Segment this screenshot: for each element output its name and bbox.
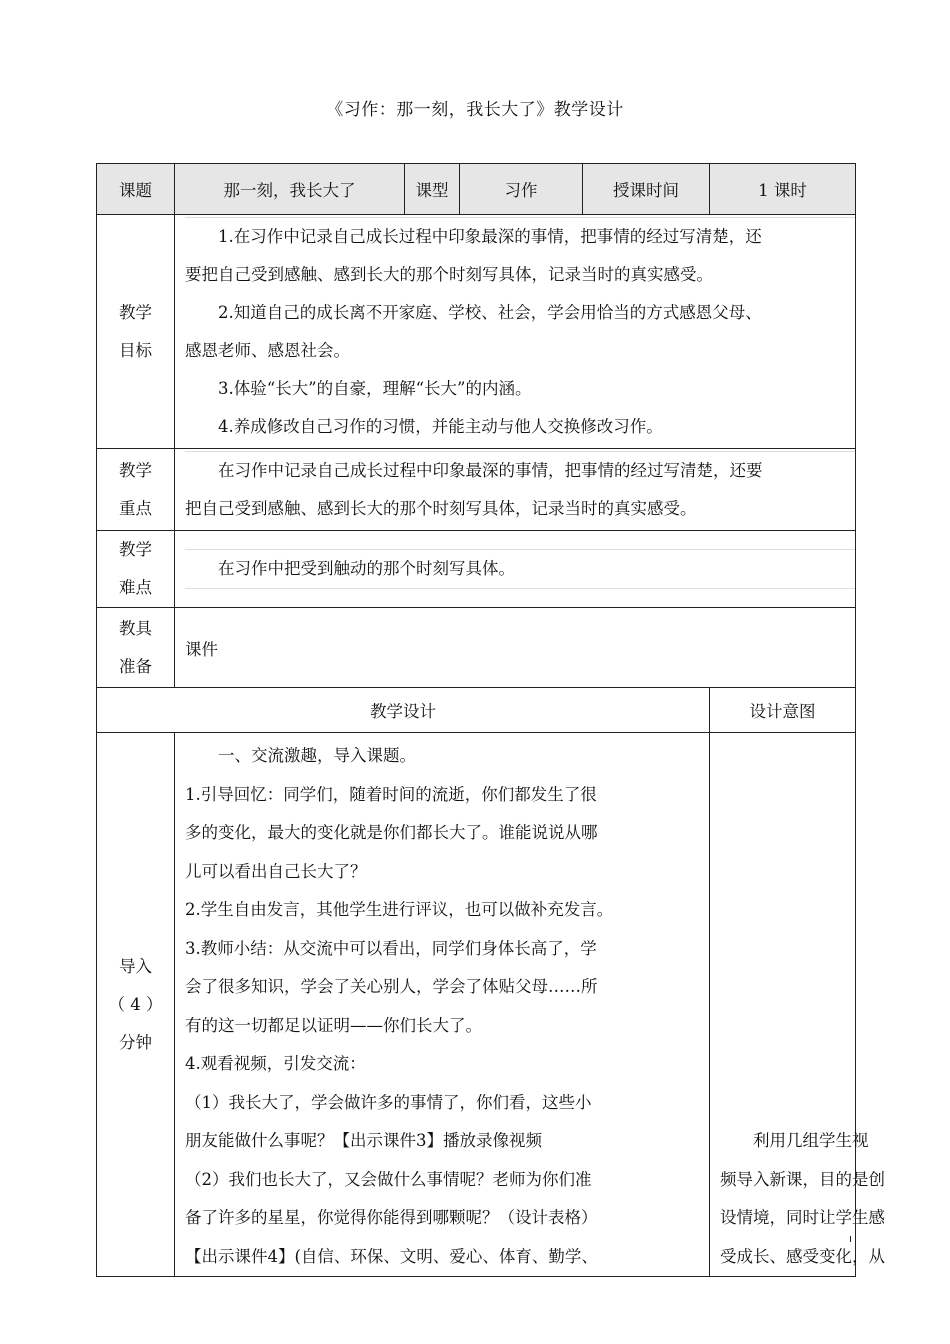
intro-line-4: 儿可以看出自己长大了？: [185, 861, 367, 881]
difficulties-label-line-2: 难点: [119, 578, 152, 597]
design-header: 教学设计: [97, 688, 710, 733]
lesson-plan-table: [96, 163, 885, 1277]
header-row: [97, 164, 856, 215]
intro-line-2: 1.引导回忆：同学们，随着时间的流逝，你们都发生了很: [185, 784, 597, 804]
topic-value: 那一刻，我长大了: [175, 164, 405, 215]
difficulties-label-line-1: 教学: [119, 540, 152, 559]
goals-row: [97, 215, 856, 449]
difficulties-content: [175, 531, 856, 608]
key-points-label-line-2: 重点: [119, 498, 152, 518]
key-points-content: [175, 449, 856, 531]
goals-label-line-1: 教学: [119, 302, 152, 322]
intro-content: [175, 733, 710, 1277]
intro-row: [97, 733, 856, 1277]
design-header-row: [97, 688, 856, 733]
intro-line-10: （1）我长大了，学会做许多的事情了，你们看，这些小: [185, 1092, 592, 1112]
intent-header: 设计意图: [710, 688, 856, 733]
materials-label: [97, 608, 175, 688]
intro-line-7: 会了很多知识，学会了关心别人，学会了体贴父母……所: [185, 977, 598, 996]
intro-line-12: （2）我们也长大了，又会做什么事情呢？老师为你们准: [185, 1169, 592, 1189]
intent-line-2: 频导入新课，目的是创: [720, 1169, 885, 1189]
intent-line-3: 设情境，同时让学生感: [720, 1208, 885, 1227]
intro-line-8: 有的这一切都足以证明——你们长大了。: [185, 1015, 482, 1035]
document-title: 《习作：那一刻，我长大了》教学设计: [326, 100, 624, 120]
table-tail-border: [850, 1236, 851, 1242]
intro-intent: [710, 733, 885, 1277]
goal-line-4: 感恩老师、感恩社会。: [185, 341, 350, 360]
goals-content: [175, 215, 856, 449]
goal-line-3: 2.知道自己的成长离不开家庭、学校、社会，学会用恰当的方式感恩父母、: [218, 303, 762, 322]
materials-row: [97, 608, 856, 688]
difficulties-row: [97, 531, 856, 608]
goals-label: [97, 215, 175, 449]
difficulties-text: 在习作中把受到触动的那个时刻写具体。: [185, 549, 855, 589]
materials-label-line-1: 教具: [119, 618, 152, 638]
intro-line-11: 朋友能做什么事呢？【出示课件3】播放录像视频: [185, 1131, 542, 1150]
difficulties-label: [97, 531, 175, 608]
intro-line-13: 备了许多的星星，你觉得你能得到哪颗呢？（设计表格）: [185, 1208, 598, 1227]
goal-line-6: 4.养成修改自己习作的习惯，并能主动与他人交换修改习作。: [218, 417, 663, 436]
key-points-row: [97, 449, 856, 531]
materials-content: 课件: [175, 608, 856, 688]
intent-line-4: 受成长、感受变化，从: [720, 1246, 885, 1266]
key-point-line-2: 把自己受到感触、感到长大的那个时刻写具体，记录当时的真实感受。: [185, 499, 697, 518]
intro-label-line-1: 导入: [119, 956, 152, 976]
intro-line-1: 一、交流激趣，导入课题。: [218, 746, 416, 765]
type-label: 课型: [405, 164, 460, 215]
time-label: 授课时间: [583, 164, 710, 215]
intro-line-6: 3.教师小结：从交流中可以看出，同学们身体长高了，学: [185, 938, 597, 958]
intro-label-line-3: 分钟: [119, 1032, 152, 1052]
type-value: 习作: [460, 164, 583, 215]
intro-label: [97, 733, 175, 1277]
goal-line-2: 要把自己受到感触、感到长大的那个时刻写具体，记录当时的真实感受。: [185, 265, 713, 284]
topic-label: 课题: [97, 164, 175, 215]
intro-line-9: 4.观看视频，引发交流：: [185, 1054, 366, 1073]
materials-label-line-2: 准备: [119, 656, 152, 676]
goal-line-1: 1.在习作中记录自己成长过程中印象最深的事情，把事情的经过写清楚，还: [185, 217, 855, 256]
key-points-label: [97, 449, 175, 531]
intro-line-14: 【出示课件4】(自信、环保、文明、爱心、体育、勤学、: [185, 1246, 598, 1266]
intro-label-line-2: （ 4 ）: [108, 994, 163, 1014]
goals-label-line-2: 目标: [119, 340, 152, 360]
intro-line-3: 多的变化，最大的变化就是你们都长大了。谁能说说从哪: [185, 823, 598, 842]
key-point-line-1: 在习作中记录自己成长过程中印象最深的事情，把事情的经过写清楚，还要: [185, 451, 855, 490]
intro-line-5: 2.学生自由发言，其他学生进行评议，也可以做补充发言。: [185, 900, 614, 919]
key-points-label-line-1: 教学: [119, 460, 152, 480]
intent-line-1: 利用几组学生视: [753, 1131, 869, 1150]
goal-line-5: 3.体验“长大”的自豪，理解“长大”的内涵。: [218, 379, 532, 398]
time-value: 1 课时: [710, 164, 856, 215]
